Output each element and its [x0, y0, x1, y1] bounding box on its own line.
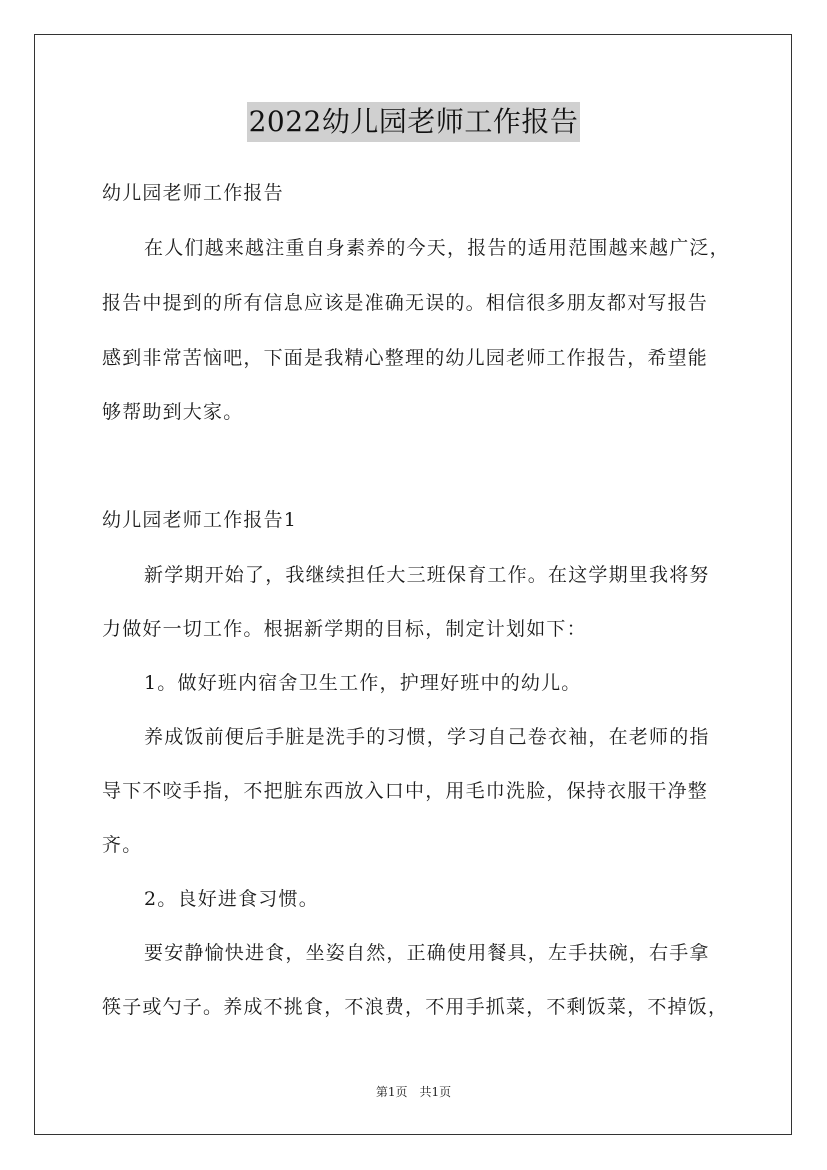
- paragraph-line: 养成饭前便后手脏是洗手的习惯，学习自己卷衣袖，在老师的指: [144, 726, 710, 748]
- paragraph-line: 要安静愉快进食，坐姿自然，正确使用餐具，左手扶碗，右手拿: [144, 942, 710, 964]
- paragraph-line: 力做好一切工作。根据新学期的目标，制定计划如下：: [102, 618, 587, 640]
- paragraph-line: 报告中提到的所有信息应该是准确无误的。相信很多朋友都对写报告: [102, 292, 709, 314]
- paragraph-line: 筷子或勺子。养成不挑食，不浪费，不用手抓菜，不剩饭菜，不掉饭，: [102, 996, 729, 1018]
- paragraph-line: 新学期开始了，我继续担任大三班保育工作。在这学期里我将努: [144, 564, 710, 586]
- list-item: 1。做好班内宿舍卫生工作，护理好班中的幼儿。: [144, 672, 582, 694]
- section-heading: 幼儿园老师工作报告: [102, 182, 284, 204]
- paragraph-line: 齐。: [102, 834, 143, 856]
- list-item: 2。良好进食习惯。: [144, 888, 319, 910]
- paragraph-line: 导下不咬手指，不把脏东西放入口中，用毛巾洗脸，保持衣服干净整: [102, 780, 709, 802]
- paragraph-line: 够帮助到大家。: [102, 401, 244, 423]
- paragraph-line: 感到非常苦恼吧，下面是我精心整理的幼儿园老师工作报告，希望能: [102, 347, 709, 369]
- title-wrap: [0, 102, 827, 142]
- section-heading: 幼儿园老师工作报告1: [102, 509, 298, 531]
- document-title: 2022幼儿园老师工作报告: [247, 102, 581, 142]
- paragraph-line: 在人们越来越注重自身素养的今天，报告的适用范围越来越广泛，: [144, 237, 730, 259]
- page-footer: 第1页 共1页: [375, 1085, 452, 1099]
